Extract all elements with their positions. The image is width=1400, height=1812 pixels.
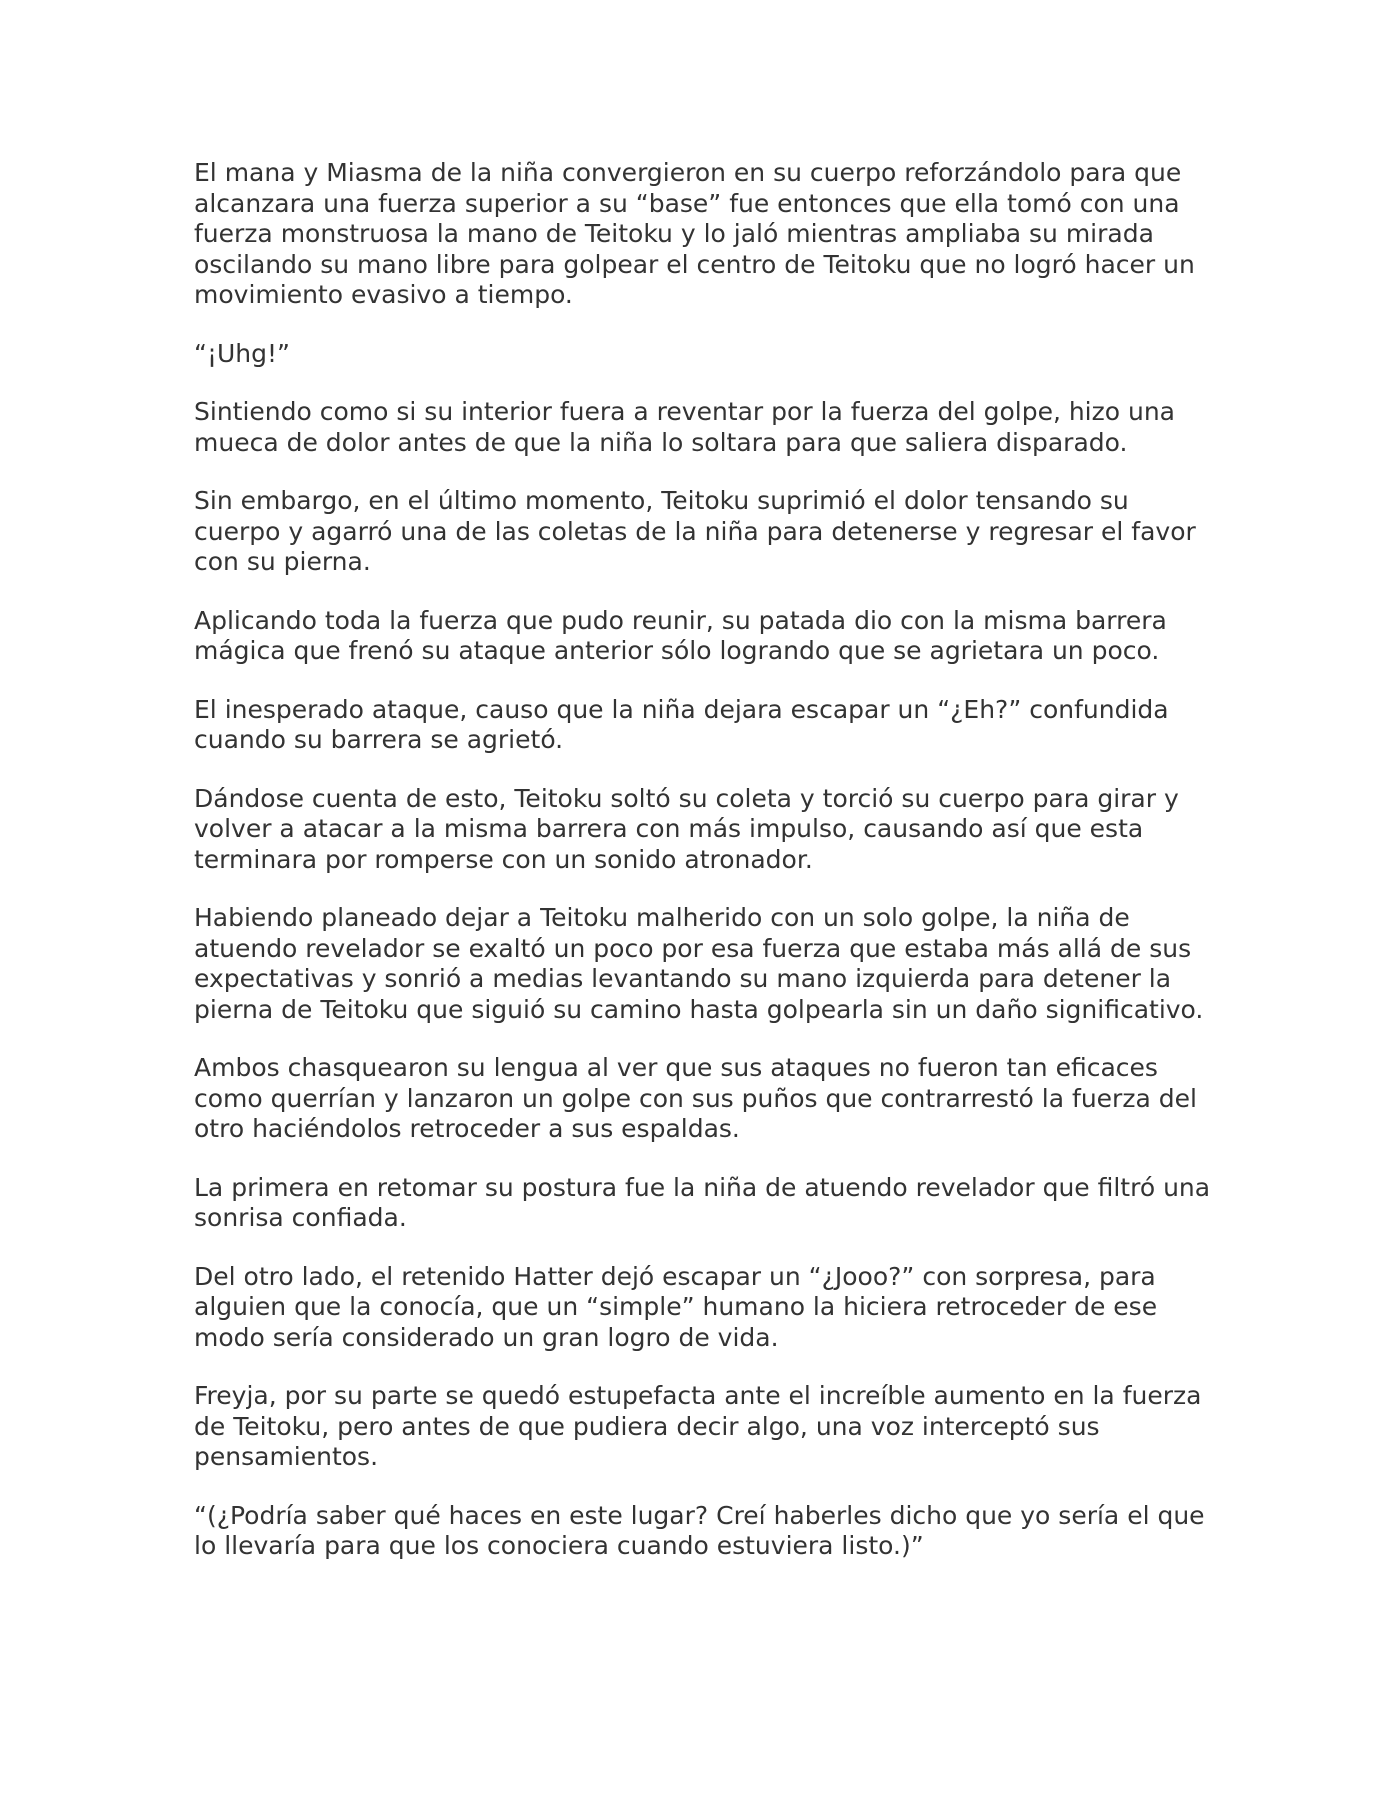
paragraph: Aplicando toda la fuerza que pudo reunir, su patada dio con la misma barrera mágica que frenó su ataque anterior sólo logrando que se agrietara un poco. <box>194 605 1167 665</box>
paragraph: El mana y Miasma de la niña convergieron en su cuerpo reforzándolo para que alcanzara una fuerza superior a su “base” fue entonces que ella tomó con una fuerza monstruosa la mano de Teitoku y lo jaló mientras ampliaba su mirada oscilando su mano libre para golpear el centro de Teitoku que no logró hacer un movimiento evasivo a tiempo. <box>194 158 1195 309</box>
paragraph: El inesperado ataque, causo que la niña dejara escapar un “¿Eh?” confundida cuando su barrera se agrietó. <box>194 694 1169 754</box>
paragraph: “(¿Podría saber qué haces en este lugar? Creí haberles dicho que yo sería el que lo llevaría para que los conociera cuando estuviera listo.)” <box>194 1500 1205 1560</box>
document-body <box>194 158 1214 1590</box>
paragraph: Habiendo planeado dejar a Teitoku malherido con un solo golpe, la niña de atuendo revelador se exaltó un poco por esa fuerza que estaba más allá de sus expectativas y sonrió a medias levantando su mano izquierda para detener la pierna de Teitoku que siguió su camino hasta golpearla sin un daño significativo. <box>194 903 1204 1024</box>
paragraph: Sin embargo, en el último momento, Teitoku suprimió el dolor tensando su cuerpo y agarró una de las coletas de la niña para detenerse y regresar el favor con su pierna. <box>194 486 1196 576</box>
paragraph: Dándose cuenta de esto, Teitoku soltó su coleta y torció su cuerpo para girar y volver a atacar a la misma barrera con más impulso, causando así que esta terminara por romperse con un sonido atronador. <box>194 783 1179 874</box>
paragraph: Sintiendo como si su interior fuera a reventar por la fuerza del golpe, hizo una mueca de dolor antes de que la niña lo soltara para que saliera disparado. <box>194 397 1176 457</box>
paragraph: Del otro lado, el retenido Hatter dejó escapar un “¿Jooo?” con sorpresa, para alguien que la conocía, que un “simple” humano la hiciera retroceder de ese modo sería considerado un gran logro de vida. <box>194 1261 1158 1352</box>
paragraph: “¡Uhg!” <box>194 338 290 368</box>
paragraph: Ambos chasquearon su lengua al ver que sus ataques no fueron tan eficaces como querrían y lanzaron un golpe con sus puños que contrarrestó la fuerza del otro haciéndolos retroceder a sus espaldas. <box>194 1053 1197 1143</box>
paragraph: La primera en retomar su postura fue la niña de atuendo revelador que filtró una sonrisa confiada. <box>194 1172 1211 1232</box>
paragraph: Freyja, por su parte se quedó estupefacta ante el increíble aumento en la fuerza de Teitoku, pero antes de que pudiera decir algo, una voz interceptó sus pensamientos. <box>194 1381 1202 1471</box>
